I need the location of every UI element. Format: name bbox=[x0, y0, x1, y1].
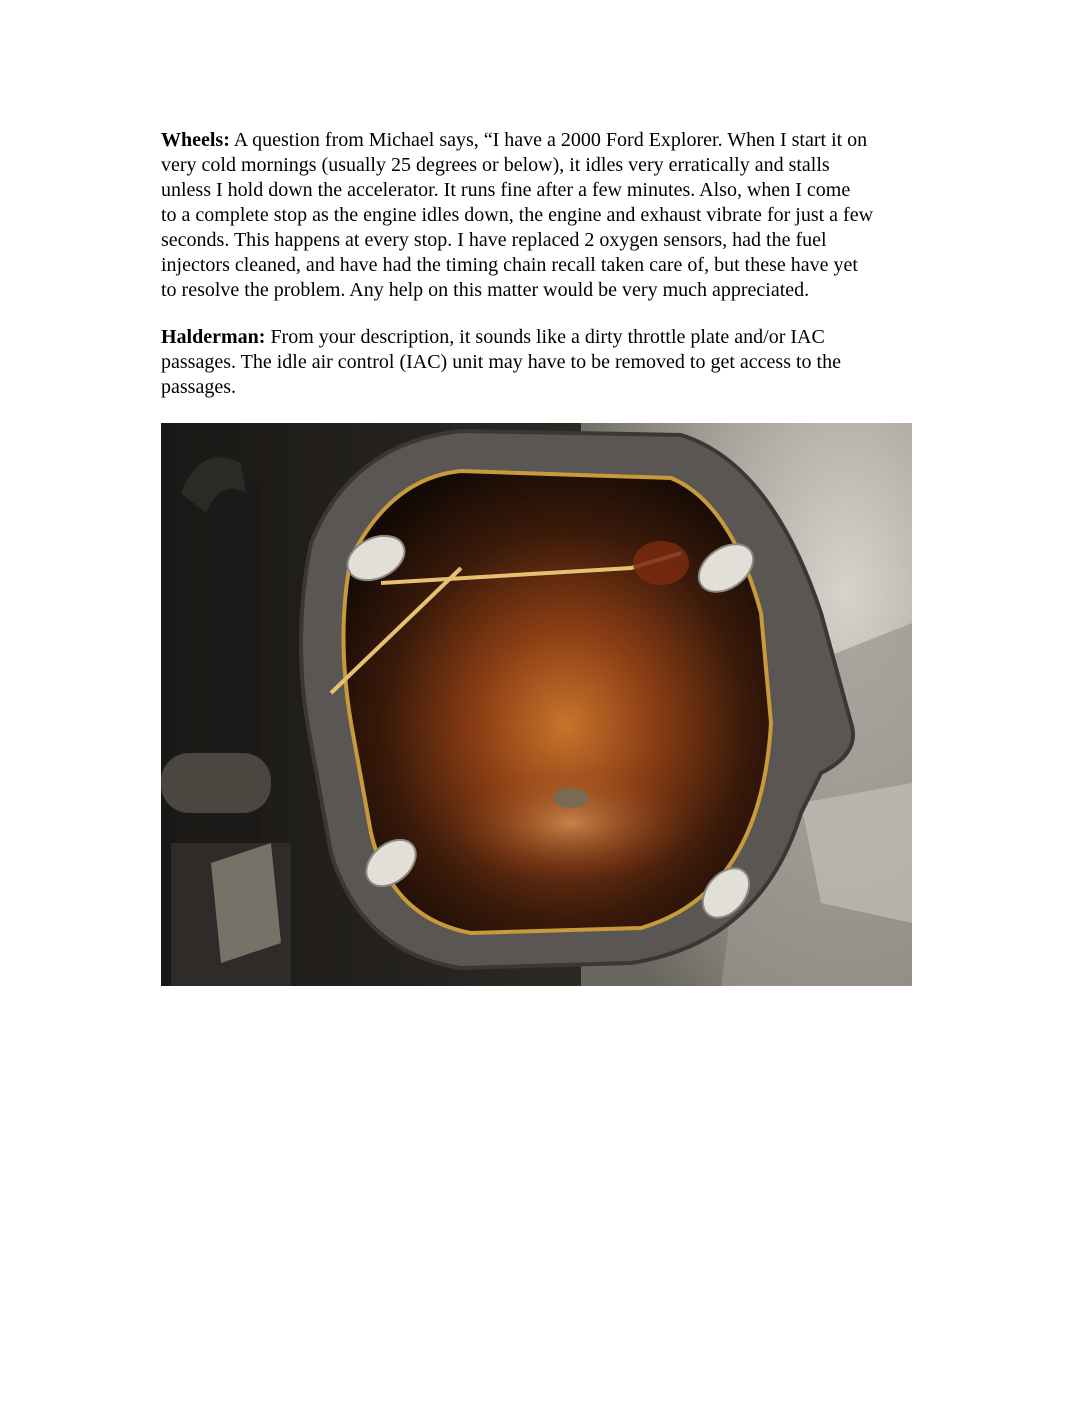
text-line: very cold mornings (usually 25 degrees or below), it idles very erratically and stalls bbox=[161, 154, 830, 176]
speaker-label: Wheels: bbox=[161, 129, 230, 151]
text-line: injectors cleaned, and have had the timing chain recall taken care of, but these have yet bbox=[161, 254, 858, 276]
text-line bbox=[161, 128, 951, 153]
text-line: to resolve the problem. Any help on this matter would be very much appreciated. bbox=[161, 279, 810, 301]
text-line: unless I hold down the accelerator. It runs fine after a few minutes. Also, when I come bbox=[161, 179, 851, 201]
line-text: From your description, it sounds like a dirty throttle plate and/or IAC bbox=[270, 326, 825, 348]
answer-paragraph bbox=[161, 325, 951, 400]
text-line bbox=[161, 325, 951, 350]
text-line: seconds. This happens at every stop. I have replaced 2 oxygen sensors, had the fuel bbox=[161, 229, 827, 251]
text-line: to a complete stop as the engine idles down, the engine and exhaust vibrate for just a few bbox=[161, 204, 874, 226]
line-text: A question from Michael says, “I have a 2000 Ford Explorer. When I start it on bbox=[233, 129, 868, 151]
throttle-body-photo bbox=[161, 423, 912, 986]
text-line: passages. The idle air control (IAC) unit may have to be removed to get access to the bbox=[161, 351, 841, 373]
question-paragraph bbox=[161, 128, 951, 303]
speaker-label: Halderman: bbox=[161, 326, 266, 348]
text-line: passages. bbox=[161, 376, 236, 398]
throttle-body-illustration bbox=[161, 423, 912, 986]
